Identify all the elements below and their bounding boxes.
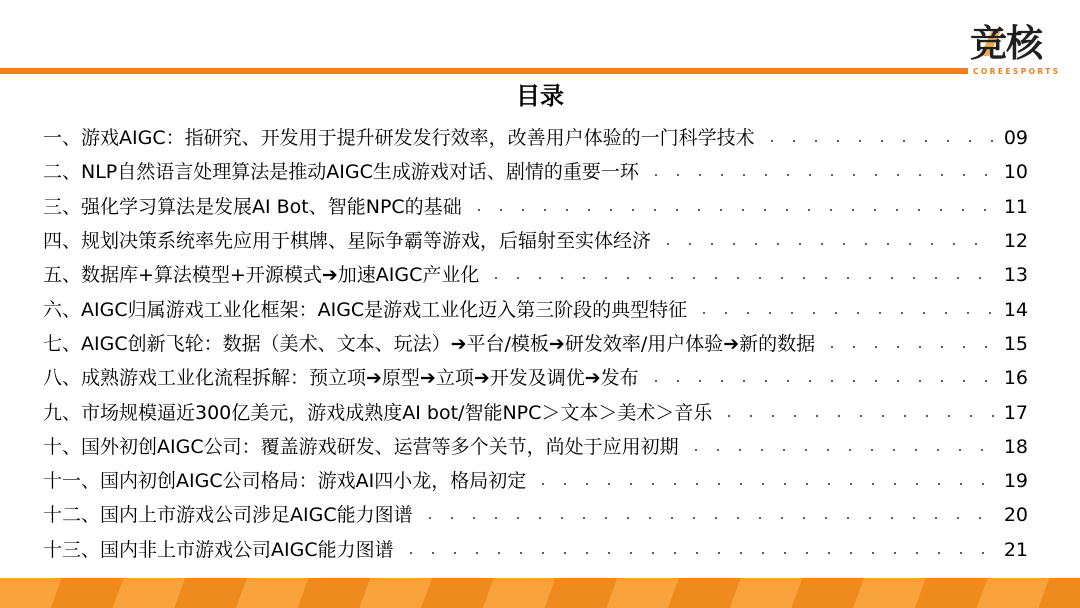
toc-entry[interactable] [43, 258, 1028, 292]
toc-entry-title: 六、AIGC归属游戏工业化框架：AIGC是游戏工业化迈入第三阶段的典型特征 [43, 298, 688, 321]
toc-entry[interactable] [43, 292, 1028, 326]
toc-entry[interactable] [43, 430, 1028, 464]
dot-leader [645, 380, 996, 382]
dot-leader [400, 552, 996, 554]
header-accent-bar [0, 68, 968, 74]
dot-leader [645, 174, 996, 176]
toc-entry-page-number: 21 [1003, 538, 1028, 561]
toc-entry-title: 三、强化学习算法是发展AI Bot、智能NPC的基础 [43, 195, 462, 218]
logo-subtitle: COREESPORTS [973, 67, 1061, 76]
footer-accent-band [0, 578, 1080, 608]
toc-entry-title: 十二、国内上市游戏公司涉足AIGC能力图谱 [43, 504, 413, 527]
toc-entry[interactable] [43, 224, 1028, 258]
toc-entry[interactable] [43, 395, 1028, 429]
dot-leader [693, 312, 996, 314]
toc-entry-title: 十、国外初创AIGC公司：覆盖游戏研发、运营等多个关节，尚处于应用初期 [43, 435, 679, 458]
toc-entry-title: 十三、国内非上市游戏公司AIGC能力图谱 [43, 538, 394, 561]
toc-entry-page-number: 13 [1003, 264, 1028, 287]
dot-leader [532, 483, 996, 485]
toc-entry[interactable] [43, 155, 1028, 189]
toc-entry-title: 十一、国内初创AIGC公司格局：游戏AI四小龙，格局初定 [43, 470, 527, 493]
dot-leader [468, 209, 996, 211]
toc-entry-title: 九、市场规模逼近300亿美元，游戏成熟度AI bot/智能NPC＞文本＞美术＞音乐 [43, 401, 713, 424]
brand-logo [970, 22, 1070, 76]
toc-entry-page-number: 14 [1003, 298, 1028, 321]
dot-leader [485, 277, 996, 279]
dot-leader [657, 243, 996, 245]
toc-entry-title: 五、数据库+算法模型+开源模式➔加速AIGC产业化 [43, 264, 480, 287]
dot-leader [821, 346, 996, 348]
toc-entry[interactable] [43, 533, 1028, 567]
toc-entry[interactable] [43, 464, 1028, 498]
toc-entry-page-number: 18 [1003, 435, 1028, 458]
dot-leader [718, 415, 996, 417]
page-title: 目录 [516, 82, 564, 110]
toc-entry-page-number: 17 [1003, 401, 1028, 424]
toc-entry[interactable] [43, 190, 1028, 224]
toc-entry-title: 八、成熟游戏工业化流程拆解：预立项➔原型➔立项➔开发及调优➔发布 [43, 367, 639, 390]
toc-entry-page-number: 15 [1003, 332, 1028, 355]
toc-entry-page-number: 20 [1003, 504, 1028, 527]
toc-entry-title: 七、AIGC创新飞轮：数据（美术、文本、玩法）➔平台/模板➔研发效率/用户体验➔新的数据 [43, 332, 816, 355]
toc-entry[interactable] [43, 121, 1028, 155]
toc-entry[interactable] [43, 361, 1028, 395]
logo-wordmark: 竞核 [970, 22, 1042, 65]
toc-entry-page-number: 12 [1003, 230, 1028, 253]
table-of-contents [43, 121, 1028, 567]
toc-entry-title: 二、NLP自然语言处理算法是推动AIGC生成游戏对话、剧情的重要一环 [43, 161, 639, 184]
toc-entry-page-number: 09 [1003, 127, 1028, 150]
toc-entry-page-number: 19 [1003, 470, 1028, 493]
toc-entry[interactable] [43, 327, 1028, 361]
toc-entry-title: 一、游戏AIGC：指研究、开发用于提升研发发行效率，改善用户体验的一门科学技术 [43, 127, 755, 150]
toc-entry[interactable] [43, 498, 1028, 532]
dot-leader [761, 140, 996, 142]
dot-leader [419, 517, 996, 519]
toc-entry-title: 四、规划决策系统率先应用于棋牌、星际争霸等游戏，后辐射至实体经济 [43, 230, 652, 253]
toc-entry-page-number: 16 [1003, 367, 1028, 390]
toc-entry-page-number: 11 [1003, 195, 1028, 218]
dot-leader [685, 449, 996, 451]
toc-entry-page-number: 10 [1003, 161, 1028, 184]
